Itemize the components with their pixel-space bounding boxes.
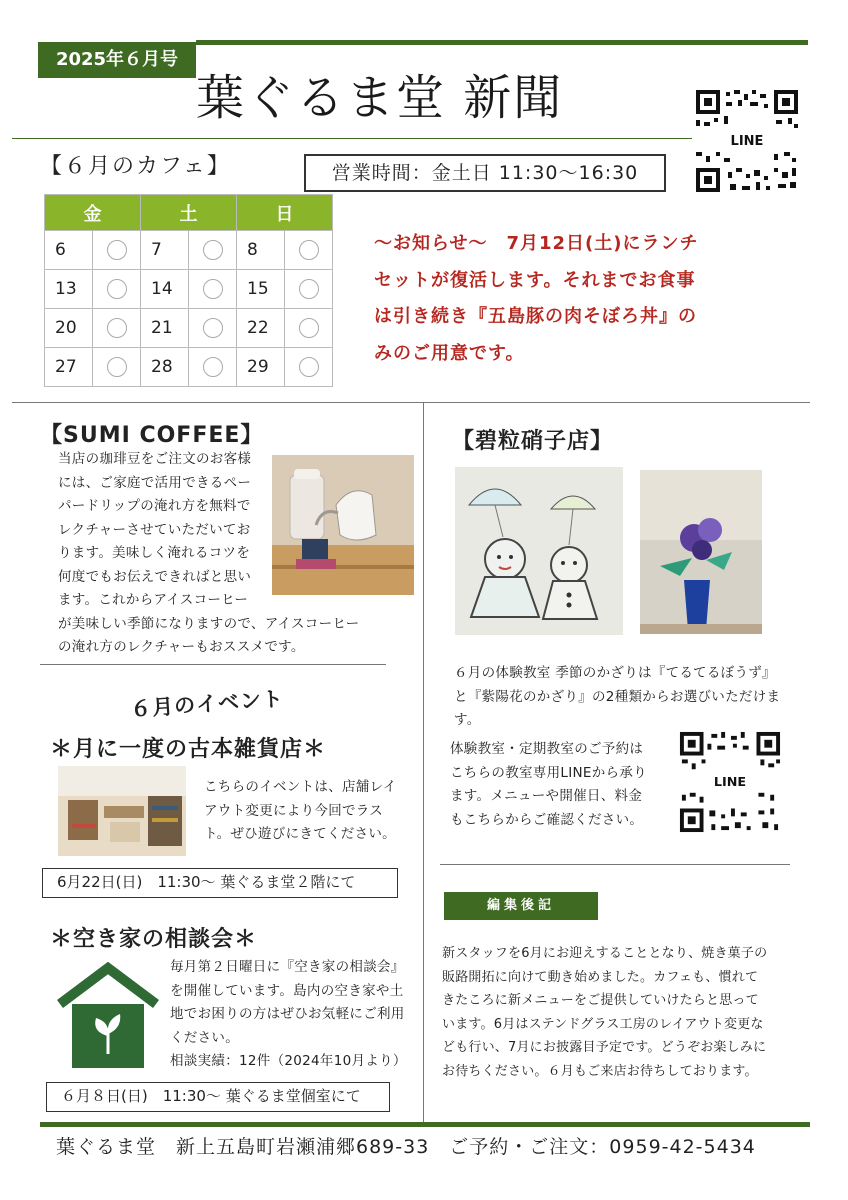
section-rule xyxy=(12,402,810,403)
text-line: ６月の体験教室 季節のかざりは『てるてるぼうず』 xyxy=(454,665,776,681)
text-line: きたころに新メニューをご提供していけたらと思って xyxy=(442,993,759,1008)
text-line: す。 xyxy=(454,712,481,728)
text-line: が美味しい季節になりますので、アイスコーヒー xyxy=(58,615,360,632)
calendar-day: 14 xyxy=(141,270,189,309)
house-leaf-icon xyxy=(56,962,160,1072)
glass-shop-heading: 【碧粒硝子店】 xyxy=(452,429,614,454)
text-line: には、ご家庭で活用できるペー xyxy=(58,474,252,491)
notice-line: セットが復活します。それまでお食事 xyxy=(374,269,696,291)
footer-contact: 葉ぐるま堂 新上五島町岩瀬浦郷689-33 ご予約・ご注文：0959-42-5434 xyxy=(56,1136,756,1158)
notice-line: 〜お知らせ〜 7月12日(土)にランチ xyxy=(374,233,699,254)
text-line: 毎月第２日曜日に『空き家の相談会』 xyxy=(170,959,405,975)
line-qr-code-glass[interactable] xyxy=(678,730,782,834)
events-heading: ６月のイベント xyxy=(129,686,285,722)
akiya-event-date: ６月８日(日) 11:30〜 葉ぐるま堂個室にて xyxy=(46,1082,390,1112)
book-event-text xyxy=(204,776,414,847)
cafe-heading: 【６月のカフェ】 xyxy=(40,154,231,179)
newsletter-title: 葉ぐるま堂 新聞 xyxy=(196,70,564,126)
business-hours: 営業時間：金土日 11:30〜16:30 xyxy=(304,154,666,192)
calendar-day: 29 xyxy=(237,348,285,387)
text-line: 相談実績：12件（2024年10月より） xyxy=(170,1053,407,1069)
text-line: 当店の珈琲豆をご注文のお客様 xyxy=(58,451,252,467)
text-line: こちらのイベントは、店舗レイ xyxy=(204,779,397,795)
open-mark-icon xyxy=(299,240,319,260)
text-line: ます。メニューや開催日、料金 xyxy=(450,788,643,804)
calendar-day: 28 xyxy=(141,348,189,387)
hydrangea-glass-photo xyxy=(640,470,762,634)
open-mark-icon xyxy=(203,357,223,377)
glass-class-caption xyxy=(454,662,804,733)
cafe-calendar xyxy=(44,194,333,387)
qr-label: LINE xyxy=(730,134,764,149)
text-line: ください。 xyxy=(170,1029,239,1046)
column-divider xyxy=(423,402,424,1122)
book-event-title: ＊月に一度の古本雑貨店＊ xyxy=(50,737,327,762)
akiya-event-text xyxy=(170,956,420,1074)
text-line: もこちらからご確認ください。 xyxy=(450,811,644,828)
open-mark-icon xyxy=(203,318,223,338)
section-rule xyxy=(40,664,386,665)
calendar-header-sun: 日 xyxy=(237,195,333,231)
teruteru-bozu-photo xyxy=(455,467,623,635)
calendar-header-sat: 土 xyxy=(141,195,237,231)
calendar-day: 20 xyxy=(45,309,93,348)
editor-note-text xyxy=(442,942,812,1083)
text-line: 販路開拓に向けて動き始めました。カフェも、慣れて xyxy=(442,969,759,985)
calendar-day: 15 xyxy=(237,270,285,309)
text-line: ます。これからアイスコーヒー xyxy=(58,592,249,608)
text-line: こちらの教室専用LINEから承り xyxy=(450,764,647,781)
open-mark-icon xyxy=(299,279,319,299)
open-mark-icon xyxy=(203,279,223,299)
text-line: ども行い、7月にお披露目予定です。どうぞお楽しみに xyxy=(442,1040,767,1055)
notice-line: みのご用意です。 xyxy=(374,342,525,364)
open-mark-icon xyxy=(203,240,223,260)
text-line: と『紫陽花のかざり』の2種類からお選びいただけま xyxy=(454,688,781,705)
open-mark-icon xyxy=(107,240,127,260)
glass-reservation-text xyxy=(450,738,680,832)
footer-rule xyxy=(40,1122,810,1127)
open-mark-icon xyxy=(299,318,319,338)
issue-badge: 2025年６月号 xyxy=(38,42,196,78)
qr-label: LINE xyxy=(713,774,747,790)
open-mark-icon xyxy=(107,279,127,299)
calendar-day: 22 xyxy=(237,309,285,348)
editor-note-badge: 編集後記 xyxy=(444,892,598,920)
text-line: を開催しています。島内の空き家や土 xyxy=(170,982,404,999)
calendar-day: 13 xyxy=(45,270,93,309)
lunch-notice xyxy=(374,226,764,372)
open-mark-icon xyxy=(299,357,319,377)
calendar-day: 8 xyxy=(237,231,285,270)
text-line: 新スタッフを6月にお迎えすることとなり、焼き菓子の xyxy=(442,946,768,961)
text-line: ります。美味しく淹れるコツを xyxy=(58,545,251,561)
text-line: パードリップの淹れ方を無料で xyxy=(58,498,251,514)
calendar-day: 21 xyxy=(141,309,189,348)
text-line: 地でお困りの方はぜひお気軽にご利用 xyxy=(170,1006,405,1022)
text-line: レクチャーさせていただいてお xyxy=(58,521,251,538)
text-line: 何度でもお伝えできればと思い xyxy=(58,568,252,585)
calendar-header-fri: 金 xyxy=(45,195,141,231)
akiya-event-title: ＊空き家の相談会＊ xyxy=(50,927,258,952)
coffee-drip-photo xyxy=(272,455,414,595)
text-line: います。6月はステンドグラス工房のレイアウト変更な xyxy=(442,1016,764,1032)
bookstore-photo xyxy=(58,766,186,856)
title-rule xyxy=(12,138,692,139)
sumi-coffee-heading: 【SUMI COFFEE】 xyxy=(40,423,264,448)
line-qr-code-top[interactable] xyxy=(694,88,800,194)
text-line: ト。ぜひ遊びにきてください。 xyxy=(204,826,396,842)
open-mark-icon xyxy=(107,357,127,377)
calendar-day: 27 xyxy=(45,348,93,387)
top-rule xyxy=(196,40,808,45)
calendar-day: 7 xyxy=(141,231,189,270)
notice-line: は引き続き『五島豚の肉そぼろ丼』の xyxy=(374,306,697,327)
calendar-day: 6 xyxy=(45,231,93,270)
text-line: の淹れ方のレクチャーもおススメです。 xyxy=(58,639,305,655)
text-line: お待ちください。６月もご来店お待ちしております。 xyxy=(442,1063,758,1079)
text-line: アウト変更により今回でラス xyxy=(204,802,383,819)
text-line: 体験教室・定期教室のご予約は xyxy=(450,741,644,757)
open-mark-icon xyxy=(107,318,127,338)
book-event-date: 6月22日(日) 11:30〜 葉ぐるま堂２階にて xyxy=(42,868,398,898)
section-rule xyxy=(440,864,790,865)
